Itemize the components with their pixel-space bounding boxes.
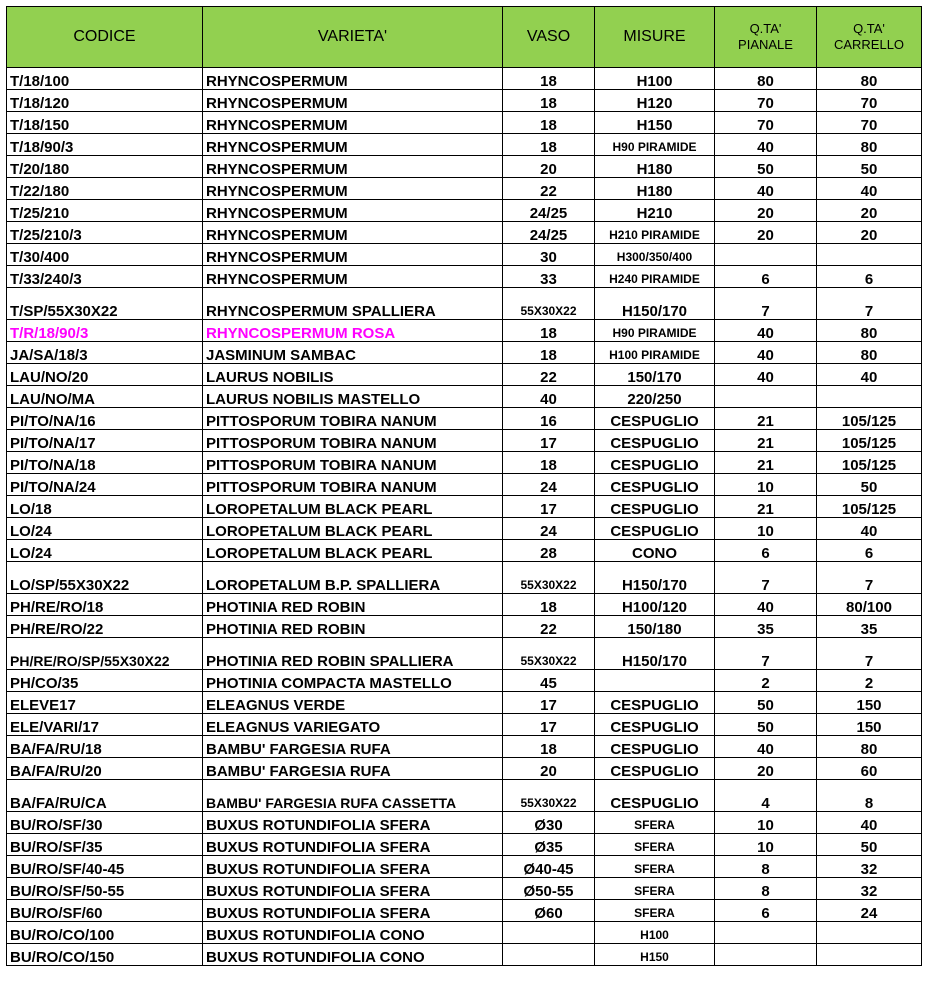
cell-varieta: LAURUS NOBILIS MASTELLO [203,386,503,408]
cell-varieta: PITTOSPORUM TOBIRA NANUM [203,452,503,474]
cell-vaso: 22 [503,616,595,638]
cell-qta-carrello: 20 [817,200,922,222]
cell-qta-pianale: 40 [715,364,817,386]
cell-vaso: Ø35 [503,834,595,856]
cell-vaso: Ø60 [503,900,595,922]
cell-varieta: PITTOSPORUM TOBIRA NANUM [203,430,503,452]
cell-codice: PH/RE/RO/SP/55X30X22 [7,638,203,670]
cell-vaso: 17 [503,430,595,452]
cell-qta-pianale: 7 [715,562,817,594]
cell-qta-pianale: 4 [715,780,817,812]
cell-vaso: 24/25 [503,222,595,244]
cell-qta-pianale: 40 [715,736,817,758]
table-row [7,540,922,562]
cell-qta-pianale: 20 [715,222,817,244]
table-row [7,178,922,200]
cell-vaso: 17 [503,714,595,736]
cell-qta-carrello: 8 [817,780,922,812]
cell-varieta: JASMINUM SAMBAC [203,342,503,364]
table-row [7,594,922,616]
cell-qta-pianale: 2 [715,670,817,692]
cell-codice: BU/RO/CO/150 [7,944,203,966]
table-row [7,364,922,386]
cell-varieta: PHOTINIA RED ROBIN SPALLIERA [203,638,503,670]
table-row [7,320,922,342]
cell-qta-carrello: 80/100 [817,594,922,616]
cell-misure: H240 PIRAMIDE [595,266,715,288]
cell-vaso: 24 [503,474,595,496]
cell-vaso [503,944,595,966]
cell-qta-pianale: 8 [715,878,817,900]
header-qta-carrello-line1: Q.TA' [853,21,885,36]
table-row [7,812,922,834]
cell-misure: CESPUGLIO [595,692,715,714]
cell-vaso: 18 [503,68,595,90]
cell-misure: CESPUGLIO [595,736,715,758]
cell-qta-carrello: 105/125 [817,496,922,518]
header-qta-pianale-line2: PIANALE [738,37,793,52]
cell-codice: LAU/NO/20 [7,364,203,386]
cell-qta-carrello: 40 [817,518,922,540]
cell-qta-pianale [715,944,817,966]
plant-price-table [6,6,922,966]
cell-codice: JA/SA/18/3 [7,342,203,364]
cell-misure: H210 [595,200,715,222]
table-row [7,430,922,452]
cell-qta-carrello [817,244,922,266]
cell-qta-pianale: 7 [715,638,817,670]
cell-codice: T/33/240/3 [7,266,203,288]
cell-codice: BA/FA/RU/18 [7,736,203,758]
cell-misure: H210 PIRAMIDE [595,222,715,244]
cell-codice: PH/RE/RO/22 [7,616,203,638]
cell-qta-pianale: 10 [715,518,817,540]
cell-qta-carrello: 35 [817,616,922,638]
cell-vaso: 55X30X22 [503,638,595,670]
cell-qta-carrello: 50 [817,834,922,856]
cell-varieta: BUXUS ROTUNDIFOLIA SFERA [203,878,503,900]
cell-qta-carrello: 32 [817,856,922,878]
cell-vaso: 20 [503,758,595,780]
cell-qta-pianale: 40 [715,342,817,364]
table-row [7,878,922,900]
cell-codice: T/22/180 [7,178,203,200]
cell-vaso: 45 [503,670,595,692]
cell-qta-carrello: 80 [817,320,922,342]
table-row [7,922,922,944]
table-row [7,386,922,408]
table-row [7,714,922,736]
cell-varieta: BAMBU' FARGESIA RUFA [203,758,503,780]
table-row [7,670,922,692]
cell-qta-pianale: 21 [715,430,817,452]
table-row [7,288,922,320]
cell-codice: BU/RO/CO/100 [7,922,203,944]
cell-codice: T/18/120 [7,90,203,112]
table-row [7,518,922,540]
cell-varieta: BUXUS ROTUNDIFOLIA SFERA [203,900,503,922]
cell-misure: 150/170 [595,364,715,386]
cell-misure: H120 [595,90,715,112]
cell-qta-carrello: 80 [817,68,922,90]
cell-misure: 150/180 [595,616,715,638]
cell-qta-pianale: 40 [715,320,817,342]
table-header [7,7,922,68]
cell-codice: BA/FA/RU/20 [7,758,203,780]
cell-misure: CESPUGLIO [595,714,715,736]
cell-qta-pianale: 21 [715,496,817,518]
table-row [7,68,922,90]
cell-varieta: LAURUS NOBILIS [203,364,503,386]
cell-codice: LO/24 [7,518,203,540]
cell-codice: PI/TO/NA/18 [7,452,203,474]
cell-codice: T/25/210 [7,200,203,222]
cell-qta-carrello: 7 [817,638,922,670]
cell-varieta: BAMBU' FARGESIA RUFA CASSETTA [203,780,503,812]
cell-qta-carrello: 32 [817,878,922,900]
cell-qta-carrello: 150 [817,714,922,736]
cell-qta-pianale: 21 [715,408,817,430]
cell-qta-carrello: 105/125 [817,408,922,430]
cell-varieta: ELEAGNUS VERDE [203,692,503,714]
cell-vaso: 18 [503,320,595,342]
cell-qta-carrello: 105/125 [817,452,922,474]
table-row [7,780,922,812]
cell-codice: T/18/150 [7,112,203,134]
cell-misure: CESPUGLIO [595,758,715,780]
cell-varieta: LOROPETALUM B.P. SPALLIERA [203,562,503,594]
cell-qta-pianale: 21 [715,452,817,474]
header-row [7,7,922,68]
cell-misure: SFERA [595,900,715,922]
cell-varieta: PHOTINIA RED ROBIN [203,616,503,638]
cell-misure: H90 PIRAMIDE [595,134,715,156]
table-row [7,944,922,966]
cell-vaso: 30 [503,244,595,266]
cell-qta-carrello: 105/125 [817,430,922,452]
cell-misure: H180 [595,156,715,178]
cell-qta-carrello [817,944,922,966]
cell-misure: SFERA [595,812,715,834]
header-qta-pianale-line1: Q.TA' [749,21,782,36]
table-row [7,736,922,758]
cell-vaso: 24 [503,518,595,540]
table-row [7,834,922,856]
cell-varieta: RHYNCOSPERMUM [203,178,503,200]
header-qta-carrello-line2: CARRELLO [833,37,905,52]
cell-vaso: 18 [503,736,595,758]
cell-qta-pianale: 80 [715,68,817,90]
cell-varieta: RHYNCOSPERMUM [203,244,503,266]
cell-varieta: LOROPETALUM BLACK PEARL [203,518,503,540]
cell-varieta: PITTOSPORUM TOBIRA NANUM [203,408,503,430]
cell-varieta: PHOTINIA COMPACTA MASTELLO [203,670,503,692]
cell-qta-carrello: 24 [817,900,922,922]
cell-misure: CESPUGLIO [595,452,715,474]
cell-misure: CONO [595,540,715,562]
table-row [7,758,922,780]
cell-codice: PH/CO/35 [7,670,203,692]
cell-qta-carrello: 40 [817,178,922,200]
cell-qta-pianale: 20 [715,758,817,780]
cell-misure: CESPUGLIO [595,408,715,430]
cell-qta-pianale: 40 [715,178,817,200]
cell-misure: H150/170 [595,288,715,320]
cell-vaso: 22 [503,178,595,200]
cell-misure: CESPUGLIO [595,496,715,518]
cell-qta-carrello: 6 [817,540,922,562]
cell-qta-pianale: 6 [715,266,817,288]
cell-qta-carrello: 60 [817,758,922,780]
table-row [7,408,922,430]
cell-varieta: RHYNCOSPERMUM SPALLIERA [203,288,503,320]
cell-varieta: BUXUS ROTUNDIFOLIA SFERA [203,834,503,856]
cell-vaso: 33 [503,266,595,288]
table-row [7,90,922,112]
cell-qta-pianale [715,922,817,944]
cell-qta-pianale: 40 [715,134,817,156]
cell-qta-carrello [817,386,922,408]
cell-qta-pianale: 50 [715,714,817,736]
cell-qta-pianale: 50 [715,156,817,178]
cell-codice: T/18/90/3 [7,134,203,156]
cell-vaso [503,922,595,944]
cell-vaso: 16 [503,408,595,430]
cell-vaso: 40 [503,386,595,408]
cell-qta-pianale: 10 [715,834,817,856]
cell-qta-pianale: 20 [715,200,817,222]
table-row [7,616,922,638]
cell-varieta: RHYNCOSPERMUM [203,222,503,244]
cell-qta-carrello: 20 [817,222,922,244]
cell-varieta: BUXUS ROTUNDIFOLIA CONO [203,944,503,966]
cell-qta-carrello: 7 [817,288,922,320]
cell-misure: H180 [595,178,715,200]
cell-misure: H150 [595,112,715,134]
cell-vaso: 28 [503,540,595,562]
cell-codice: BU/RO/SF/50-55 [7,878,203,900]
cell-vaso: 18 [503,134,595,156]
cell-codice: ELE/VARI/17 [7,714,203,736]
cell-codice: LO/SP/55X30X22 [7,562,203,594]
cell-misure: H90 PIRAMIDE [595,320,715,342]
cell-codice: LAU/NO/MA [7,386,203,408]
table-row [7,266,922,288]
header-qta-carrello [817,7,922,68]
cell-varieta: BUXUS ROTUNDIFOLIA CONO [203,922,503,944]
header-codice: CODICE [7,7,203,68]
cell-misure: CESPUGLIO [595,430,715,452]
cell-qta-pianale: 70 [715,112,817,134]
cell-vaso: 18 [503,112,595,134]
cell-misure: H100 PIRAMIDE [595,342,715,364]
cell-misure: H100 [595,68,715,90]
cell-misure: H150/170 [595,562,715,594]
cell-varieta: RHYNCOSPERMUM [203,90,503,112]
cell-misure: CESPUGLIO [595,518,715,540]
cell-codice: PI/TO/NA/24 [7,474,203,496]
cell-qta-carrello: 6 [817,266,922,288]
cell-varieta: RHYNCOSPERMUM [203,266,503,288]
cell-codice: BU/RO/SF/35 [7,834,203,856]
cell-codice: T/18/100 [7,68,203,90]
cell-qta-pianale: 50 [715,692,817,714]
cell-qta-pianale: 8 [715,856,817,878]
cell-misure: SFERA [595,878,715,900]
table-row [7,496,922,518]
cell-codice: PI/TO/NA/17 [7,430,203,452]
cell-qta-pianale: 10 [715,812,817,834]
cell-varieta: LOROPETALUM BLACK PEARL [203,540,503,562]
cell-varieta: BAMBU' FARGESIA RUFA [203,736,503,758]
cell-qta-carrello: 2 [817,670,922,692]
cell-misure: CESPUGLIO [595,474,715,496]
cell-codice: LO/24 [7,540,203,562]
cell-varieta: RHYNCOSPERMUM [203,68,503,90]
table-row [7,112,922,134]
cell-varieta: RHYNCOSPERMUM [203,112,503,134]
cell-codice: T/25/210/3 [7,222,203,244]
cell-misure: SFERA [595,834,715,856]
cell-misure: H100/120 [595,594,715,616]
table-row [7,244,922,266]
cell-codice: BU/RO/SF/30 [7,812,203,834]
cell-vaso: Ø40-45 [503,856,595,878]
cell-vaso: 24/25 [503,200,595,222]
cell-qta-pianale [715,386,817,408]
cell-vaso: 55X30X22 [503,780,595,812]
table-row [7,638,922,670]
cell-qta-carrello: 70 [817,112,922,134]
cell-codice: PH/RE/RO/18 [7,594,203,616]
header-qta-pianale [715,7,817,68]
cell-vaso: 17 [503,496,595,518]
cell-vaso: 18 [503,342,595,364]
cell-codice: T/30/400 [7,244,203,266]
cell-codice: ELEVE17 [7,692,203,714]
cell-misure: CESPUGLIO [595,780,715,812]
table-row [7,134,922,156]
cell-codice: PI/TO/NA/16 [7,408,203,430]
cell-qta-carrello: 150 [817,692,922,714]
cell-qta-carrello: 80 [817,134,922,156]
header-varieta: VARIETA' [203,7,503,68]
cell-vaso: 55X30X22 [503,288,595,320]
cell-qta-pianale: 35 [715,616,817,638]
table-row [7,474,922,496]
cell-misure: H150/170 [595,638,715,670]
table-row [7,692,922,714]
table-body [7,68,922,966]
cell-qta-pianale [715,244,817,266]
cell-qta-pianale: 7 [715,288,817,320]
cell-varieta: RHYNCOSPERMUM [203,134,503,156]
cell-varieta: PHOTINIA RED ROBIN [203,594,503,616]
cell-qta-carrello: 80 [817,736,922,758]
cell-varieta: RHYNCOSPERMUM [203,200,503,222]
cell-codice: BU/RO/SF/40-45 [7,856,203,878]
cell-codice: T/R/18/90/3 [7,320,203,342]
table-row [7,856,922,878]
cell-qta-carrello: 40 [817,812,922,834]
cell-qta-pianale: 10 [715,474,817,496]
cell-misure [595,670,715,692]
table-row [7,452,922,474]
cell-codice: T/SP/55X30X22 [7,288,203,320]
cell-codice: T/20/180 [7,156,203,178]
cell-qta-carrello: 40 [817,364,922,386]
cell-codice: BU/RO/SF/60 [7,900,203,922]
cell-misure: H150 [595,944,715,966]
cell-vaso: 55X30X22 [503,562,595,594]
cell-qta-carrello [817,922,922,944]
cell-misure: H300/350/400 [595,244,715,266]
cell-qta-carrello: 50 [817,156,922,178]
cell-varieta: BUXUS ROTUNDIFOLIA SFERA [203,856,503,878]
cell-varieta: RHYNCOSPERMUM [203,156,503,178]
cell-qta-carrello: 50 [817,474,922,496]
cell-misure: SFERA [595,856,715,878]
cell-vaso: Ø30 [503,812,595,834]
cell-qta-carrello: 7 [817,562,922,594]
cell-vaso: 17 [503,692,595,714]
table-row [7,222,922,244]
cell-qta-pianale: 40 [715,594,817,616]
cell-varieta: RHYNCOSPERMUM ROSA [203,320,503,342]
cell-vaso: 18 [503,90,595,112]
cell-qta-pianale: 6 [715,900,817,922]
cell-qta-carrello: 80 [817,342,922,364]
cell-varieta: BUXUS ROTUNDIFOLIA SFERA [203,812,503,834]
cell-vaso: Ø50-55 [503,878,595,900]
cell-misure: 220/250 [595,386,715,408]
header-misure: MISURE [595,7,715,68]
cell-vaso: 22 [503,364,595,386]
cell-qta-pianale: 6 [715,540,817,562]
cell-qta-carrello: 70 [817,90,922,112]
cell-misure: H100 [595,922,715,944]
cell-codice: LO/18 [7,496,203,518]
cell-vaso: 18 [503,594,595,616]
table-row [7,200,922,222]
cell-varieta: PITTOSPORUM TOBIRA NANUM [203,474,503,496]
cell-varieta: LOROPETALUM BLACK PEARL [203,496,503,518]
cell-qta-pianale: 70 [715,90,817,112]
table-row [7,342,922,364]
table-row [7,562,922,594]
cell-vaso: 20 [503,156,595,178]
header-vaso: VASO [503,7,595,68]
table-row [7,156,922,178]
cell-vaso: 18 [503,452,595,474]
cell-codice: BA/FA/RU/CA [7,780,203,812]
table-row [7,900,922,922]
cell-varieta: ELEAGNUS VARIEGATO [203,714,503,736]
